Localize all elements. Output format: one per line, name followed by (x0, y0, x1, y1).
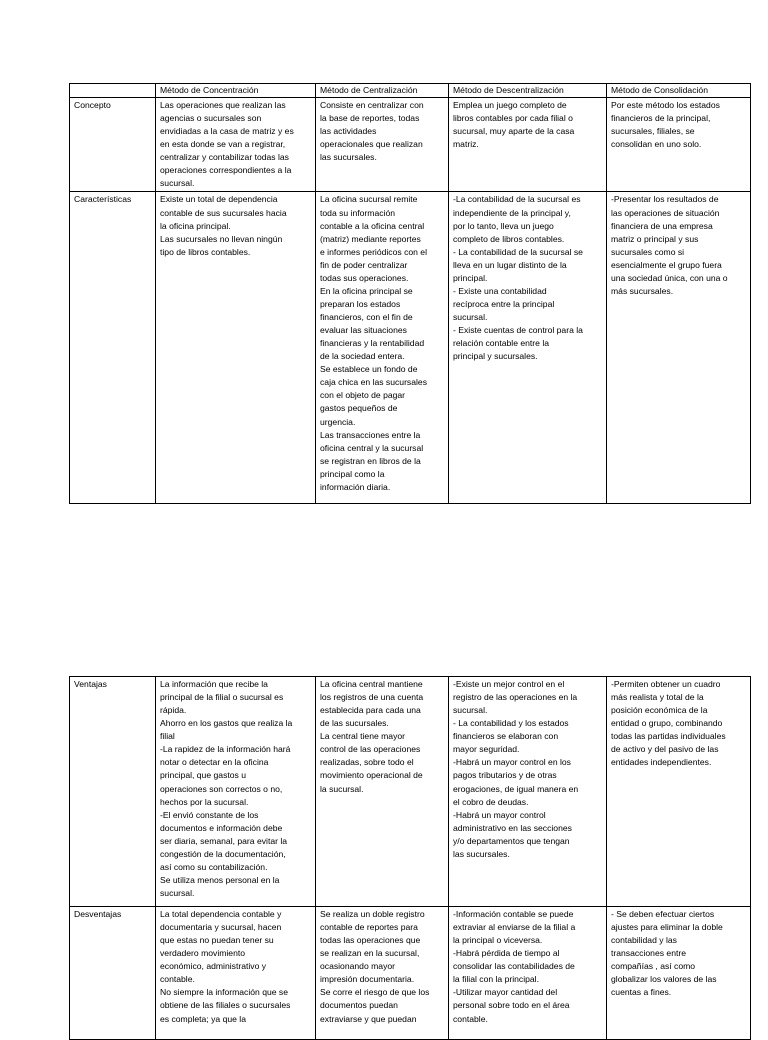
row-label-desventajas: Desventajas (70, 907, 156, 1040)
row-desventajas (70, 907, 751, 1040)
caracteristicas-descentralizacion-cell: -La contabilidad de la sucursal es independiente de la principal y, por lo tanto, lleva un juego completo de libros contables. - La contabilidad de la sucursal se lleva en un lugar distinto de la principal. - Existe una contabilidad recíproca entre la principal sucursal. - Existe cuentas de control para la relación contable entre la principal y sucursales. (449, 192, 607, 504)
row-ventajas (70, 677, 751, 907)
header-concentracion: Método de Concentración (156, 84, 316, 98)
ventajas-descentralizacion-cell: -Existe un mejor control en el registro de las operaciones en la sucursal. - La contabilidad y los estados financieros se elaboran con mayor seguridad. -Habrá un mayor control en los pagos tributarios y de otras erogaciones, de igual manera en el cobro de deudas. -Habrá un mayor control administrativo en las secciones y/o departamentos que tengan las sucursales. (449, 677, 607, 907)
caracteristicas-concentracion-cell: Existe un total de dependencia contable de sus sucursales hacia la oficina principal. Las sucursales no llevan ningún tipo de libros contables. (156, 192, 316, 504)
desventajas-centralizacion-cell: Se realiza un doble registro contable de reportes para todas las operaciones que se realizan en la sucursal, ocasionando mayor impresión documentaria. Se corre el riesgo de que los documentos puedan extraviarse y que puedan (316, 907, 449, 1040)
desventajas-consolidacion-cell: - Se deben efectuar ciertos ajustes para eliminar la doble contabilidad y las transacciones entre compañías , así como globalizar los valores de las cuentas a fines. (607, 907, 751, 1040)
row-concepto (70, 98, 751, 192)
ventajas-centralizacion-cell: La oficina central mantiene los registros de una cuenta establecida para cada una de las sucursales. La central tiene mayor control de las operaciones realizadas, sobre todo el movimiento operacional de la sucursal. (316, 677, 449, 907)
row-caracteristicas (70, 192, 751, 504)
comparison-table-top (69, 83, 751, 504)
comparison-table-bottom (69, 676, 751, 1040)
row-label-ventajas: Ventajas (70, 677, 156, 907)
header-centralizacion: Método de Centralización (316, 84, 449, 98)
caracteristicas-centralizacion-cell: La oficina sucursal remite toda su información contable a la oficina central (matriz) mediante reportes e informes periódicos con el fin de poder centralizar todas sus operaciones. En la oficina principal se preparan los estados financieros, con el fin de evaluar las situaciones financieras y la rentabilidad de la sociedad entera. Se establece un fondo de caja chica en las sucursales con el objeto de pagar gastos pequeños de urgencia. Las transacciones entre la oficina central y la sucursal se registran en libros de la principal como la información diaria. (316, 192, 449, 504)
desventajas-descentralizacion-cell: -Información contable se puede extraviar al enviarse de la filial a la principal o viceversa. -Habrá pérdida de tiempo al consolidar las contabilidades de la filial con la principal. -Utilizar mayor cantidad del personal sobre todo en el área contable. (449, 907, 607, 1040)
concepto-consolidacion-cell: Por este método los estados financieros de la principal, sucursales, filiales, se consolidan en uno solo. (607, 98, 751, 192)
ventajas-consolidacion-cell: -Permiten obtener un cuadro más realista y total de la posición económica de la entidad o grupo, combinando todas las partidas individuales de activo y del pasivo de las entidades independientes. (607, 677, 751, 907)
concepto-centralizacion-cell: Consiste en centralizar con la base de reportes, todas las actividades operacionales que realizan las sucursales. (316, 98, 449, 192)
header-descentralizacion: Método de Descentralización (449, 84, 607, 98)
desventajas-concentracion-cell: La total dependencia contable y documentaria y sucursal, hacen que estas no puedan tener su verdadero movimiento económico, administrativo y contable. No siempre la información que se obtiene de las filiales o sucursales es completa; ya que la (156, 907, 316, 1040)
caracteristicas-consolidacion-cell: -Presentar los resultados de las operaciones de situación financiera de una empresa matriz o principal y sus sucursales como si esencialmente el grupo fuera una sociedad única, con una o más sucursales. (607, 192, 751, 504)
row-label-caracteristicas: Características (70, 192, 156, 504)
header-blank-cell (70, 84, 156, 98)
header-consolidacion: Método de Consolidación (607, 84, 751, 98)
row-label-concepto: Concepto (70, 98, 156, 192)
concepto-concentracion-cell: Las operaciones que realizan las agencias o sucursales son envidiadas a la casa de matriz y es en esta donde se van a registrar, centralizar y contabilizar todas las operaciones correspondientes a la sucursal. (156, 98, 316, 192)
header-row (70, 84, 751, 98)
concepto-descentralizacion-cell: Emplea un juego completo de libros contables por cada filial o sucursal, muy aparte de la casa matriz. (449, 98, 607, 192)
ventajas-concentracion-cell: La información que recibe la principal de la filial o sucursal es rápida. Ahorro en los gastos que realiza la filial -La rapidez de la información hará notar o detectar en la oficina principal, que gastos u operaciones son correctos o no, hechos por la sucursal. -El envió constante de los documentos e información debe ser diaria, semanal, para evitar la congestión de la documentación, así como su contabilización. Se utiliza menos personal en la sucursal. (156, 677, 316, 907)
